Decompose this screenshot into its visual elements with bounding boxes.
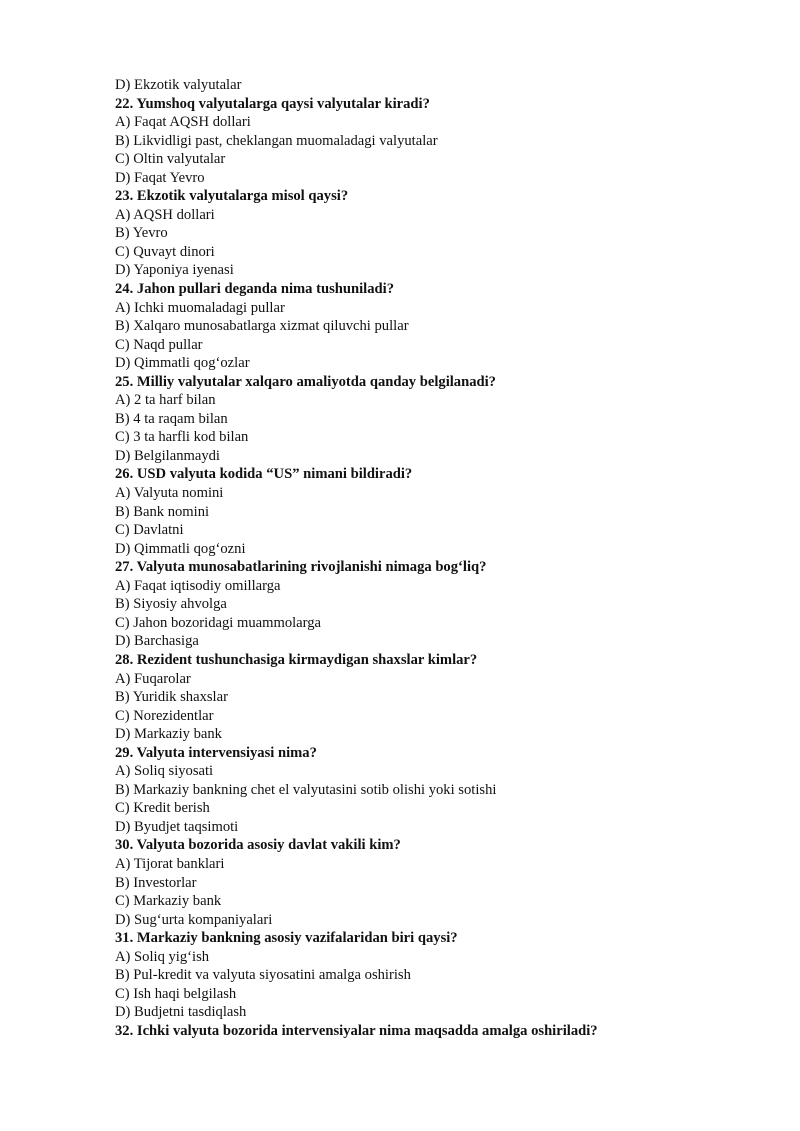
- answer-option: A) Faqat AQSH dollari: [115, 114, 251, 131]
- answer-option: C) Oltin valyutalar: [115, 151, 226, 168]
- answer-option: B) Yevro: [115, 225, 168, 242]
- question-list: [115, 95, 775, 1041]
- question-block: [115, 280, 775, 373]
- answer-option: C) 3 ta harfli kod bilan: [115, 429, 249, 446]
- question-title: 32. Ichki valyuta bozorida intervensiyalar nima maqsadda amalga oshiriladi?: [115, 1022, 598, 1039]
- answer-option: A) Soliq siyosati: [115, 763, 214, 780]
- answer-option: A) AQSH dollari: [115, 206, 215, 223]
- answer-option: C) Quvayt dinori: [115, 243, 215, 260]
- document-page: [115, 76, 775, 1040]
- answer-option: D) Barchasiga: [115, 633, 199, 650]
- question-block: [115, 1022, 775, 1041]
- answer-option: B) Siyosiy ahvolga: [115, 596, 227, 613]
- question-block: [115, 373, 775, 466]
- answer-option: D) Yaponiya iyenasi: [115, 262, 234, 279]
- answer-option: B) Yuridik shaxslar: [115, 689, 228, 706]
- question-block: [115, 95, 775, 188]
- answer-option: A) 2 ta harf bilan: [115, 392, 216, 409]
- answer-option: B) Xalqaro munosabatlarga xizmat qiluvchi pullar: [115, 318, 409, 335]
- answer-option: A) Ichki muomaladagi pullar: [115, 299, 285, 316]
- answer-option: B) Bank nomini: [115, 503, 210, 520]
- question-title: 24. Jahon pullari deganda nima tushuniladi?: [115, 281, 394, 298]
- answer-option: D) Sug‘urta kompaniyalari: [115, 911, 273, 928]
- answer-option: A) Faqat iqtisodiy omillarga: [115, 577, 281, 594]
- answer-option: B) Likvidligi past, cheklangan muomaladagi valyutalar: [115, 132, 438, 149]
- answer-option: C) Jahon bozoridagi muammolarga: [115, 614, 322, 631]
- answer-option: C) Naqd pullar: [115, 336, 203, 353]
- answer-option: C) Kredit berish: [115, 800, 210, 817]
- answer-option: D) Qimmatli qog‘ozni: [115, 540, 246, 557]
- answer-option: B) Pul-kredit va valyuta siyosatini amalga oshirish: [115, 967, 411, 984]
- answer-option: C) Davlatni: [115, 522, 184, 539]
- answer-option: C) Ish haqi belgilash: [115, 985, 237, 1002]
- question-title: 29. Valyuta intervensiyasi nima?: [115, 744, 317, 761]
- answer-option: B) Markaziy bankning chet el valyutasini sotib olishi yoki sotishi: [115, 781, 497, 798]
- question-title: 23. Ekzotik valyutalarga misol qaysi?: [115, 188, 349, 205]
- question-title: 28. Rezident tushunchasiga kirmaydigan shaxslar kimlar?: [115, 651, 478, 668]
- question-title: 27. Valyuta munosabatlarining rivojlanishi nimaga bog‘liq?: [115, 559, 487, 576]
- question-title: 22. Yumshoq valyutalarga qaysi valyutalar kiradi?: [115, 95, 430, 112]
- question-block: [115, 465, 775, 558]
- question-title: 31. Markaziy bankning asosiy vazifalaridan biri qaysi?: [115, 930, 458, 947]
- answer-option: D) Belgilanmaydi: [115, 447, 220, 464]
- question-block: [115, 836, 775, 929]
- answer-option: A) Tijorat banklari: [115, 855, 225, 872]
- answer-option: C) Norezidentlar: [115, 707, 214, 724]
- answer-option: B) 4 ta raqam bilan: [115, 410, 228, 427]
- answer-option: D) Ekzotik valyutalar: [115, 77, 242, 93]
- question-block: [115, 187, 775, 280]
- question-title: 30. Valyuta bozorida asosiy davlat vakili kim?: [115, 837, 401, 854]
- answer-option: C) Markaziy bank: [115, 893, 222, 910]
- answer-option: D) Budjetni tasdiqlash: [115, 1004, 247, 1021]
- answer-option: A) Soliq yig‘ish: [115, 948, 210, 965]
- answer-option: D) Byudjet taqsimoti: [115, 818, 239, 835]
- answer-option: D) Faqat Yevro: [115, 169, 205, 186]
- question-title: 26. USD valyuta kodida “US” nimani bildiradi?: [115, 466, 413, 483]
- answer-option: D) Markaziy bank: [115, 726, 222, 743]
- answer-option: B) Investorlar: [115, 874, 197, 891]
- question-block: [115, 651, 775, 744]
- question-title: 25. Milliy valyutalar xalqaro amaliyotda qanday belgilanadi?: [115, 373, 496, 390]
- answer-option: D) Qimmatli qog‘ozlar: [115, 355, 250, 372]
- answer-option: A) Fuqarolar: [115, 670, 191, 687]
- question-block: [115, 744, 775, 837]
- question-block: [115, 558, 775, 651]
- question-block: [115, 929, 775, 1022]
- answer-option: A) Valyuta nomini: [115, 485, 224, 502]
